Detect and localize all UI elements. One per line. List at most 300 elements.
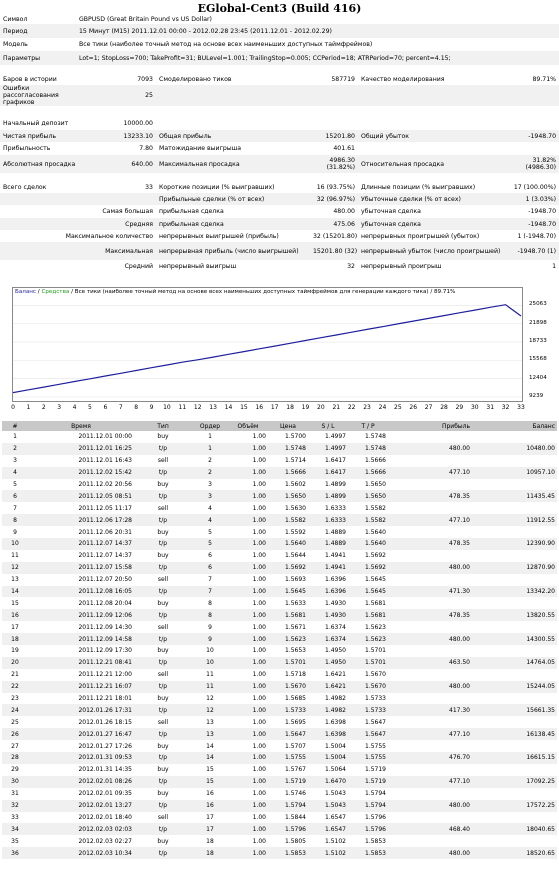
table-row — [2, 681, 557, 693]
table-cell: 2012.01.26 18:15 — [78, 718, 132, 726]
table-cell: 1.4941 — [308, 562, 348, 574]
table-cell: 12 — [2, 562, 28, 574]
table-cell: 29 — [11, 766, 19, 774]
table-cell: 2011.12.07 14:37 — [78, 552, 132, 560]
table-cell — [388, 502, 472, 514]
table-cell: 1.5748 — [348, 443, 388, 455]
table-cell: 1.5719 — [348, 776, 388, 788]
table-cell: 13 — [192, 728, 228, 740]
x-tick-label: 27 — [424, 404, 433, 411]
table-cell: 2011.12.09 17:30 — [78, 647, 132, 655]
table-cell — [388, 550, 472, 562]
table-cell: 2011.12.21 16:07 — [28, 681, 134, 693]
table-cell: 480.00 — [388, 443, 472, 455]
table-cell: 25 — [11, 718, 19, 726]
maximal-loss-label: непрерывный убыток (число проигрышей) — [358, 242, 508, 260]
average-profit-value: 475.06 — [310, 218, 358, 230]
table-cell: 1.00 — [228, 490, 268, 502]
table-cell: buy — [157, 837, 169, 845]
table-cell: 1.4982 — [325, 695, 346, 703]
table-cell: t/p — [134, 776, 192, 788]
table-row — [2, 835, 557, 847]
table-cell: 9 — [13, 528, 17, 536]
table-cell: 1.5746 — [285, 790, 306, 798]
table-cell: 1.6547 — [325, 813, 346, 821]
table-cell: 2012.02.01 09:35 — [78, 790, 132, 798]
table-cell: 9 — [208, 623, 212, 631]
table-cell: 12390.90 — [472, 538, 557, 550]
table-cell: 1.5796 — [348, 823, 388, 835]
table-cell: 1.5666 — [268, 467, 308, 479]
table-cell: 1.5853 — [348, 847, 388, 859]
table-cell: 1.00 — [252, 790, 266, 798]
table-cell: 1.5685 — [285, 695, 306, 703]
table-cell: 2011.12.09 14:58 — [28, 633, 134, 645]
table-cell: buy — [157, 695, 169, 703]
table-cell — [472, 740, 557, 752]
x-tick-label: 11 — [178, 404, 187, 411]
table-cell: 1.5695 — [285, 718, 306, 726]
table-cell: 1.00 — [228, 586, 268, 598]
table-cell — [472, 835, 557, 847]
maximal-loss-value: -1948.70 (1) — [508, 242, 559, 260]
largest-loss-label: убыточная сделка — [361, 208, 421, 215]
table-cell: 2011.12.21 18:01 — [78, 695, 132, 703]
x-tick-label: 7 — [118, 404, 123, 411]
bars-label: Баров в истории — [3, 75, 57, 83]
params-label: Параметры — [0, 51, 76, 65]
table-cell: 34 — [2, 823, 28, 835]
x-tick-label: 15 — [240, 404, 248, 411]
largest-loss-value: -1948.70 — [528, 208, 557, 215]
period-value: 15 Минут (M15) 2011.12.01 00:00 - 2012.02.28 23:45 (2011.12.01 - 2012.02.29) — [76, 24, 559, 38]
chart-plot — [13, 288, 522, 401]
table-cell: t/p — [134, 490, 192, 502]
table-cell: 1.00 — [228, 657, 268, 669]
table-cell: 11912.55 — [472, 514, 557, 526]
table-cell: 16138.45 — [472, 728, 557, 740]
table-cell — [388, 812, 472, 824]
loss-trades-label: Убыточные сделки (% от всех) — [358, 193, 508, 205]
report-title: EGlobal-Cent3 (Build 416) — [197, 2, 362, 15]
gross-loss-value: -1948.70 — [508, 130, 559, 142]
table-cell: sell — [157, 457, 169, 465]
table-cell — [388, 669, 472, 681]
table-cell: 1.5623 — [365, 623, 386, 631]
table-cell: 1.6333 — [325, 504, 346, 512]
table-cell: 22 — [2, 681, 28, 693]
table-row — [2, 716, 557, 728]
table-cell: 10957.10 — [472, 467, 557, 479]
x-tick-label: 21 — [332, 404, 341, 411]
table-row — [2, 502, 557, 514]
table-cell: 1.5853 — [365, 837, 386, 845]
table-cell: 480.00 — [388, 800, 472, 812]
table-cell: 1.6417 — [308, 467, 348, 479]
table-cell: 1.5733 — [365, 695, 386, 703]
table-cell: 1.5670 — [268, 681, 308, 693]
table-cell: 2012.02.01 08:26 — [28, 776, 134, 788]
table-cell: buy — [157, 481, 169, 488]
column-header: Прибыль — [388, 421, 472, 431]
y-tick-label: 15568 — [529, 356, 547, 363]
table-cell: 10 — [2, 538, 28, 550]
table-cell: 1.5794 — [365, 790, 386, 798]
table-cell: 463.50 — [388, 657, 472, 669]
table-cell: 1.00 — [252, 671, 266, 679]
table-cell: 1.5805 — [285, 837, 306, 845]
table-cell: 1.5644 — [285, 552, 306, 560]
table-cell: 1.5794 — [348, 800, 388, 812]
errors-value: 25 — [76, 85, 156, 106]
x-tick-label: 2 — [41, 404, 46, 411]
table-cell: 17 — [206, 813, 214, 821]
column-header: Баланс — [472, 421, 557, 431]
table-cell: buy — [157, 742, 169, 750]
table-cell: 21 — [11, 671, 19, 679]
table-cell: 13820.55 — [472, 609, 557, 621]
x-tick-label: 22 — [347, 404, 356, 411]
table-cell: 2012.02.03 10:34 — [28, 847, 134, 859]
maximal-label: Максимальная — [76, 242, 156, 260]
quality-label: Качество моделирования — [361, 75, 445, 83]
table-cell: 4 — [2, 467, 28, 479]
table-cell: 11 — [192, 681, 228, 693]
table-cell — [472, 669, 557, 681]
table-cell: buy — [157, 790, 169, 798]
column-header: Цена — [268, 421, 308, 431]
table-cell: 1 — [192, 443, 228, 455]
table-cell: 33 — [11, 813, 19, 821]
table-cell: 12 — [192, 704, 228, 716]
table-cell: 3 — [13, 457, 17, 465]
table-cell: 1.4930 — [325, 599, 346, 607]
expected-payoff-label: Матожидание выигрыша — [159, 145, 242, 152]
table-cell: 1.00 — [228, 728, 268, 740]
table-row — [2, 740, 557, 752]
table-row — [2, 479, 557, 491]
table-cell — [388, 788, 472, 800]
table-cell: 1.5844 — [285, 813, 306, 821]
table-cell: 11435.45 — [472, 490, 557, 502]
table-cell: 1.00 — [228, 538, 268, 550]
table-cell — [472, 645, 557, 657]
table-cell: 1.5102 — [308, 847, 348, 859]
table-row — [2, 562, 557, 574]
table-cell: 14 — [2, 586, 28, 598]
max-drawdown-label: Максимальная просадка — [156, 155, 310, 173]
table-cell: 1.5670 — [348, 681, 388, 693]
x-tick-label: 13 — [209, 404, 217, 411]
table-cell — [388, 740, 472, 752]
table-cell: 1.5647 — [365, 718, 386, 726]
table-cell: 1.5733 — [348, 704, 388, 716]
table-cell: 18 — [206, 837, 214, 845]
x-tick-label: 10 — [163, 404, 171, 411]
table-cell: t/p — [134, 800, 192, 812]
table-cell: 1.6421 — [325, 671, 346, 679]
table-cell: t/p — [134, 538, 192, 550]
table-cell: 12 — [206, 695, 214, 703]
legend-balance: Баланс — [15, 289, 37, 295]
table-cell: 10 — [206, 647, 214, 655]
table-cell: 2011.12.01 16:25 — [28, 443, 134, 455]
table-cell: 1.5064 — [325, 766, 346, 774]
max-cons-wins-value: 32 (15201.80) — [313, 232, 358, 240]
balance-line — [13, 305, 521, 393]
table-cell: 478.35 — [388, 609, 472, 621]
table-cell: 1.4899 — [308, 490, 348, 502]
table-cell: 6 — [192, 562, 228, 574]
expected-payoff-value: 401.61 — [333, 145, 355, 152]
table-cell: 17092.25 — [472, 776, 557, 788]
table-cell: sell — [157, 623, 169, 631]
x-tick-label: 17 — [270, 404, 279, 411]
table-cell: 32 — [2, 800, 28, 812]
table-cell: 2012.02.01 18:40 — [78, 813, 132, 821]
table-row — [2, 728, 557, 740]
table-cell: 2012.02.03 02:27 — [78, 837, 132, 845]
abs-drawdown-value: 640.00 — [76, 155, 156, 173]
table-cell: 1.5650 — [348, 490, 388, 502]
max-cons-losses-label: непрерывных проигрышей (убыток) — [361, 232, 480, 240]
table-cell: 15244.05 — [472, 681, 557, 693]
table-row — [2, 764, 557, 776]
column-header: Время — [28, 421, 134, 431]
table-cell: 2 — [208, 457, 212, 465]
table-cell — [472, 716, 557, 728]
table-cell — [472, 431, 557, 443]
x-tick-label: 6 — [103, 404, 108, 411]
average-loss-value: -1948.70 — [508, 218, 559, 230]
largest-label: Самая большая — [102, 208, 153, 215]
table-cell: sell — [157, 718, 169, 726]
table-cell: 1.5647 — [348, 728, 388, 740]
avg-label: Средний — [124, 263, 153, 270]
table-cell: 1.5670 — [365, 671, 386, 679]
table-cell: sell — [157, 576, 169, 584]
table-cell: 1.4950 — [325, 647, 346, 655]
table-cell: 2011.12.02 20:56 — [78, 481, 132, 488]
table-cell: sell — [157, 671, 169, 679]
table-cell: 5 — [208, 528, 212, 536]
column-header: S / L — [308, 421, 348, 431]
table-cell — [472, 479, 557, 491]
table-cell: 23 — [11, 695, 19, 703]
table-row — [2, 752, 557, 764]
table-cell — [388, 835, 472, 847]
maximal-profit-value: 15201.80 (32) — [310, 242, 358, 260]
table-cell: 1.4997 — [308, 443, 348, 455]
table-cell: 9 — [192, 633, 228, 645]
table-cell: 1.00 — [252, 433, 266, 441]
table-cell: 1.00 — [252, 647, 266, 655]
table-cell: 15 — [192, 776, 228, 788]
errors-label: Ошибки рассогласования графиков — [0, 85, 76, 106]
x-tick-label: 9 — [149, 404, 154, 411]
table-cell — [472, 574, 557, 586]
table-cell: 477.10 — [388, 776, 472, 788]
max-cons-losses-value: 1 (-1948.70) — [517, 232, 557, 240]
table-cell: 27 — [11, 742, 19, 750]
table-cell: 1.5693 — [285, 576, 306, 584]
table-cell: t/p — [134, 752, 192, 764]
table-cell: sell — [157, 813, 169, 821]
table-cell: 2012.01.27 17:26 — [78, 742, 132, 750]
table-cell: 1.5645 — [365, 576, 386, 584]
table-cell: t/p — [134, 633, 192, 645]
table-cell: 1.5714 — [285, 457, 306, 465]
table-cell: 13 — [11, 576, 19, 584]
table-cell: 3 — [208, 481, 212, 488]
gross-profit-value: 15201.80 — [310, 130, 358, 142]
table-cell: 1.5701 — [365, 647, 386, 655]
table-cell: 468.40 — [388, 823, 472, 835]
table-cell: 1.00 — [228, 514, 268, 526]
table-cell: 1.5692 — [268, 562, 308, 574]
table-cell: 2011.12.01 00:00 — [78, 433, 132, 441]
table-cell: 480.00 — [388, 633, 472, 645]
table-cell: t/p — [134, 609, 192, 621]
deposit-label: Начальный депозит — [3, 120, 69, 127]
table-row — [2, 609, 557, 621]
column-header: Ордер — [192, 421, 228, 431]
table-cell: 2011.12.02 15:42 — [28, 467, 134, 479]
table-cell: 31 — [11, 790, 19, 798]
average-profit-label: прибыльная сделка — [156, 218, 310, 230]
table-cell — [472, 812, 557, 824]
table-cell: 1.5647 — [268, 728, 308, 740]
column-header: Объём — [228, 421, 268, 431]
table-cell: 1.4982 — [308, 704, 348, 716]
table-cell: 1.5701 — [268, 657, 308, 669]
table-row — [2, 550, 557, 562]
table-cell: 19 — [11, 647, 19, 655]
table-cell: 1.5645 — [348, 586, 388, 598]
y-tick-label: 25063 — [529, 301, 547, 308]
table-cell: 1.4941 — [325, 552, 346, 560]
table-cell — [472, 597, 557, 609]
table-cell: 417.30 — [388, 704, 472, 716]
table-cell: 2011.12.08 20:04 — [78, 599, 132, 607]
table-row — [2, 538, 557, 550]
table-cell: 2011.12.07 20:50 — [78, 576, 132, 584]
long-positions-label: Длинные позиции (% выигравших) — [361, 183, 476, 191]
table-cell: 1.5602 — [285, 481, 306, 488]
loss-trades-value: 1 (3.03%) — [508, 193, 559, 205]
table-cell: 1.5719 — [365, 766, 386, 774]
table-row — [2, 776, 557, 788]
table-cell: 18040.65 — [472, 823, 557, 835]
table-cell: 2011.12.05 11:17 — [78, 504, 132, 512]
table-cell: t/p — [134, 443, 192, 455]
table-cell — [472, 550, 557, 562]
table-cell: 1.5043 — [325, 790, 346, 798]
table-row — [2, 669, 557, 681]
table-cell: 477.10 — [388, 467, 472, 479]
x-tick-label: 28 — [440, 404, 448, 411]
table-cell: 1.00 — [252, 528, 266, 536]
table-cell: 13342.20 — [472, 586, 557, 598]
short-positions-value: 16 (93.75%) — [316, 183, 355, 191]
table-cell: 476.70 — [388, 752, 472, 764]
table-cell: t/p — [134, 586, 192, 598]
table-cell: 2012.02.03 02:03 — [28, 823, 134, 835]
table-cell: 10480.00 — [472, 443, 557, 455]
gross-profit-label: Общая прибыль — [156, 130, 310, 142]
table-cell: 1.5004 — [325, 742, 346, 750]
table-cell: 1.6374 — [325, 623, 346, 631]
table-cell: 5 — [13, 481, 17, 488]
x-tick-label: 3 — [57, 404, 62, 411]
table-cell: 1.5633 — [285, 599, 306, 607]
table-row — [2, 455, 557, 467]
long-positions-value: 17 (100.00%) — [513, 183, 557, 191]
table-cell: 1.4899 — [325, 481, 346, 488]
table-cell: 1.5592 — [285, 528, 306, 536]
table-cell: 7 — [13, 504, 17, 512]
table-cell: 11 — [206, 671, 214, 679]
x-tick-label: 26 — [409, 404, 418, 411]
table-cell: t/p — [134, 657, 192, 669]
table-cell: 7 — [208, 576, 212, 584]
table-cell: t/p — [134, 728, 192, 740]
table-cell: 1.5666 — [365, 457, 386, 465]
table-row — [2, 490, 557, 502]
table-row — [2, 823, 557, 835]
table-cell: 1 — [208, 433, 212, 441]
table-cell: 1.6398 — [325, 718, 346, 726]
table-cell: 1.5718 — [285, 671, 306, 679]
total-trades-value: 33 — [145, 183, 153, 191]
table-cell: 1.00 — [252, 718, 266, 726]
table-cell: 2011.12.21 08:41 — [28, 657, 134, 669]
table-cell: 1.6396 — [308, 586, 348, 598]
params-value: Lot=1; StopLoss=700; TakeProfit=31; BULevel=1.001; TrailingStop=0.005; CCPeriod=18; ATRPeriod=70; percent=4.15; — [76, 51, 559, 65]
table-cell: 471.30 — [388, 586, 472, 598]
table-cell: 1.6470 — [308, 776, 348, 788]
table-row — [2, 597, 557, 609]
table-cell: 2011.12.21 12:00 — [78, 671, 132, 679]
table-row — [2, 467, 557, 479]
profit-factor-label: Прибыльность — [3, 145, 51, 152]
table-cell: 1.5796 — [365, 813, 386, 821]
table-cell: t/p — [134, 847, 192, 859]
table-cell: 1.00 — [228, 681, 268, 693]
table-row — [2, 574, 557, 586]
table-cell: 1.00 — [252, 457, 266, 465]
table-cell: 6 — [2, 490, 28, 502]
table-cell: t/p — [134, 562, 192, 574]
table-cell: 1.00 — [252, 481, 266, 488]
x-tick-label: 29 — [455, 404, 464, 411]
table-cell: 1.5640 — [268, 538, 308, 550]
table-cell: 1.6374 — [308, 633, 348, 645]
rel-drawdown-value: 31.82% (4986.30) — [508, 155, 559, 173]
table-row — [2, 443, 557, 455]
table-cell: 1.00 — [228, 704, 268, 716]
table-cell — [388, 716, 472, 728]
table-row — [2, 586, 557, 598]
table-cell: 1.4997 — [325, 433, 346, 441]
table-cell: 1.00 — [228, 847, 268, 859]
table-cell: 1.5582 — [268, 514, 308, 526]
table-cell: 1.5755 — [348, 752, 388, 764]
table-cell: 478.35 — [388, 490, 472, 502]
table-cell: 2012.01.26 17:31 — [28, 704, 134, 716]
table-cell: 17 — [192, 823, 228, 835]
x-tick-label: 14 — [224, 404, 233, 411]
